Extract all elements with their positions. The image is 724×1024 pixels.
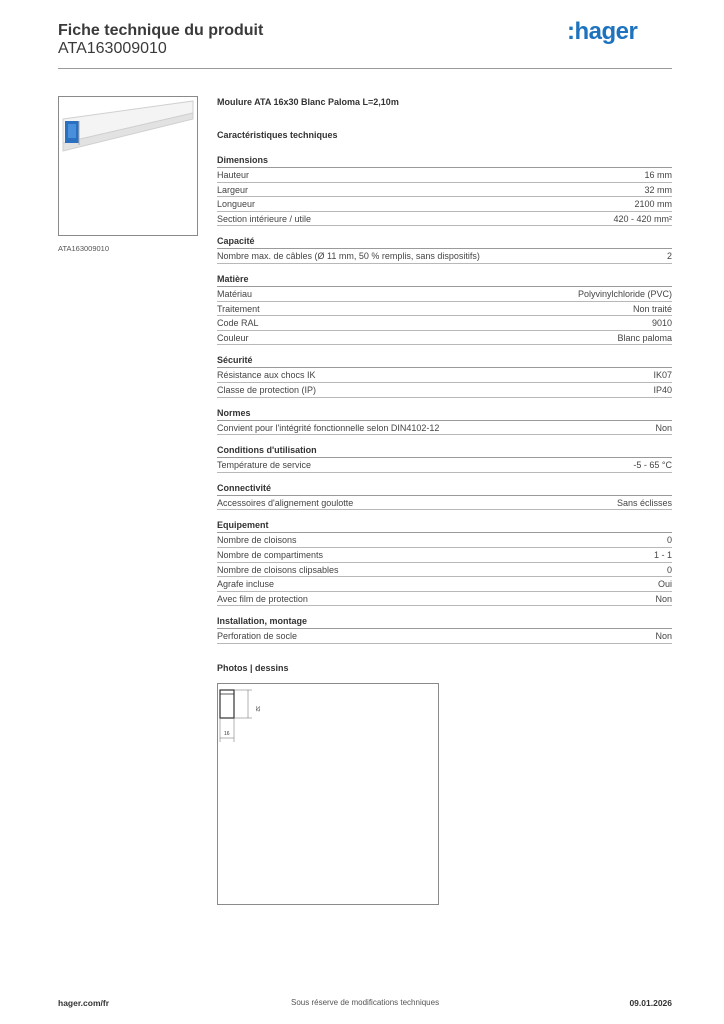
spec-value: Non xyxy=(655,593,672,604)
section-title: Capacité xyxy=(217,235,672,249)
spec-row xyxy=(217,577,672,592)
section-title: Normes xyxy=(217,407,672,421)
spec-row xyxy=(217,316,672,331)
spec-section xyxy=(217,407,672,436)
footer-notice: Sous réserve de modifications techniques xyxy=(291,998,440,1007)
dim-height-label: 32 xyxy=(254,705,260,712)
spec-value: -5 - 65 °C xyxy=(633,460,672,471)
characteristics-heading: Caractéristiques techniques xyxy=(217,130,338,140)
spec-value: Oui xyxy=(657,579,672,590)
spec-row xyxy=(217,458,672,473)
spec-label: Traitement xyxy=(217,303,260,314)
spec-value: Sans éclisses xyxy=(616,497,672,508)
section-title: Connectivité xyxy=(217,482,672,496)
spec-section xyxy=(217,519,672,606)
spec-label: Code RAL xyxy=(217,318,259,329)
spec-row xyxy=(217,183,672,198)
spec-label: Perforation de socle xyxy=(217,631,298,642)
spec-value: 420 - 420 mm² xyxy=(613,213,672,224)
spec-row xyxy=(217,563,672,578)
spec-label: Couleur xyxy=(217,332,249,343)
spec-row xyxy=(217,629,672,644)
hager-logo: :hager xyxy=(567,18,638,45)
spec-row xyxy=(217,287,672,302)
spec-label: Section intérieure / utile xyxy=(217,213,312,224)
spec-label: Largeur xyxy=(217,184,249,195)
spec-section xyxy=(217,615,672,644)
spec-row xyxy=(217,212,672,227)
spec-content xyxy=(217,95,672,905)
trunking-illustration xyxy=(59,97,197,235)
spec-label: Nombre max. de câbles (Ø 11 mm, 50 % remplis, sans dispositifs) xyxy=(217,251,480,262)
section-title: Sécurité xyxy=(217,354,672,368)
spec-label: Température de service xyxy=(217,460,312,471)
spec-section xyxy=(217,273,672,345)
spec-value: 1 - 1 xyxy=(653,549,672,560)
section-title: Conditions d'utilisation xyxy=(217,444,672,458)
product-name: Moulure ATA 16x30 Blanc Paloma L=2,10m xyxy=(217,97,399,107)
spec-value: 2 xyxy=(666,251,672,262)
technical-drawing xyxy=(217,683,439,905)
product-reference: ATA163009010 xyxy=(58,40,167,57)
spec-label: Nombre de cloisons xyxy=(217,535,297,546)
spec-row xyxy=(217,249,672,264)
spec-label: Nombre de compartiments xyxy=(217,549,324,560)
cross-section-drawing xyxy=(218,684,438,904)
product-image xyxy=(58,96,198,236)
spec-value: Polyvinylchloride (PVC) xyxy=(577,288,672,299)
spec-value: 16 mm xyxy=(644,170,672,180)
spec-value: 32 mm xyxy=(644,184,672,195)
spec-value: 0 xyxy=(666,564,672,575)
spec-label: Résistance aux chocs IK xyxy=(217,370,316,381)
spec-value: IK07 xyxy=(653,370,672,381)
spec-label: Longueur xyxy=(217,199,256,210)
spec-row xyxy=(217,496,672,511)
spec-value: Blanc paloma xyxy=(617,332,672,343)
spec-row xyxy=(217,302,672,317)
spec-value: IP40 xyxy=(653,384,672,395)
spec-label: Classe de protection (IP) xyxy=(217,384,317,395)
spec-row xyxy=(217,548,672,563)
spec-section xyxy=(217,154,672,226)
spec-value: 9010 xyxy=(651,318,672,329)
spec-label: Agrafe incluse xyxy=(217,579,275,590)
spec-section xyxy=(217,235,672,264)
spec-row xyxy=(217,421,672,436)
photos-heading: Photos | dessins xyxy=(217,662,289,673)
spec-label: Avec film de protection xyxy=(217,593,308,604)
spec-section xyxy=(217,482,672,511)
header-divider xyxy=(58,68,672,69)
section-title: Dimensions xyxy=(217,154,672,168)
footer-website: hager.com/fr xyxy=(58,998,110,1008)
spec-label: Accessoires d'alignement goulotte xyxy=(217,497,354,508)
spec-value: Non traité xyxy=(632,303,672,314)
spec-row xyxy=(217,533,672,548)
spec-value: Non xyxy=(655,422,672,433)
product-image-caption: ATA163009010 xyxy=(58,244,110,253)
spec-row xyxy=(217,383,672,398)
spec-row xyxy=(217,168,672,183)
spec-label: Hauteur xyxy=(217,170,250,180)
spec-row xyxy=(217,197,672,212)
spec-value: Non xyxy=(655,631,672,642)
section-title: Installation, montage xyxy=(217,615,672,629)
section-title: Matière xyxy=(217,273,672,287)
spec-label: Convient pour l'intégrité fonctionnelle selon DIN4102-12 xyxy=(217,422,440,433)
spec-label: Matériau xyxy=(217,288,253,299)
spec-label: Nombre de cloisons clipsables xyxy=(217,564,339,575)
section-title: Equipement xyxy=(217,519,672,533)
dim-width-label: 16 xyxy=(224,730,230,737)
spec-row xyxy=(217,331,672,346)
spec-row xyxy=(217,368,672,383)
spec-value: 2100 mm xyxy=(634,199,672,210)
page-title: Fiche technique du produit xyxy=(58,22,264,39)
spec-section xyxy=(217,354,672,397)
footer-date: 09.01.2026 xyxy=(629,998,672,1008)
spec-row xyxy=(217,592,672,607)
spec-section xyxy=(217,444,672,473)
spec-value: 0 xyxy=(666,535,672,546)
spec-sections xyxy=(217,154,672,644)
